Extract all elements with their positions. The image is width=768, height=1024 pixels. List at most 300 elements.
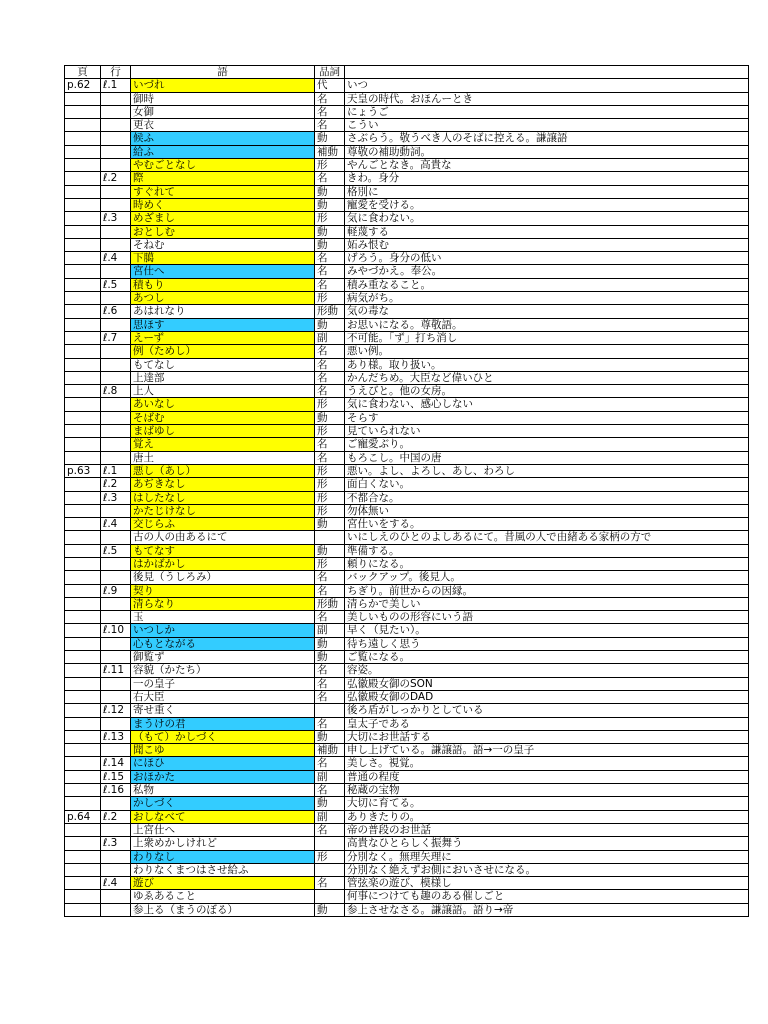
cell-meaning: ちぎり。前世からの因縁。: [345, 584, 749, 597]
cell-line: ℓ.4: [101, 877, 131, 890]
cell-page: [65, 425, 101, 438]
cell-meaning: みやづかえ。奉公。: [345, 265, 749, 278]
cell-word: あぢきなし: [131, 478, 315, 491]
cell-pos: 形: [315, 478, 345, 491]
cell-line: ℓ.4: [101, 518, 131, 531]
table-row: [65, 744, 749, 757]
cell-meaning: うえびと。他の女房。: [345, 385, 749, 398]
cell-pos: 副: [315, 331, 345, 344]
cell-page: p.63: [65, 464, 101, 477]
table-row: [65, 903, 749, 916]
cell-meaning: 不都合な。: [345, 491, 749, 504]
cell-page: [65, 491, 101, 504]
header-word: 語: [131, 66, 315, 79]
cell-line: [101, 159, 131, 172]
cell-page: [65, 145, 101, 158]
cell-word: 際: [131, 172, 315, 185]
cell-line: ℓ.2: [101, 172, 131, 185]
cell-meaning: 大切にお世話する: [345, 730, 749, 743]
cell-word: 宮仕へ: [131, 265, 315, 278]
cell-word: おほかた: [131, 770, 315, 783]
cell-line: ℓ.12: [101, 704, 131, 717]
table-row: [65, 225, 749, 238]
cell-line: [101, 371, 131, 384]
header-pos: 品詞: [315, 66, 345, 79]
cell-line: [101, 411, 131, 424]
cell-line: [101, 557, 131, 570]
cell-word: 私物: [131, 784, 315, 797]
cell-line: [101, 185, 131, 198]
table-row: [65, 398, 749, 411]
cell-line: [101, 119, 131, 132]
header-line: 行: [101, 66, 131, 79]
cell-pos: 名: [315, 690, 345, 703]
table-row: [65, 425, 749, 438]
cell-pos: 副: [315, 624, 345, 637]
cell-word: そばむ: [131, 411, 315, 424]
cell-pos: 形動: [315, 305, 345, 318]
cell-meaning: 参上させなさる。謙譲語。語り→帝: [345, 903, 749, 916]
table-row: [65, 757, 749, 770]
cell-meaning: いにしえのひとのよしあるにて。昔風の人で由緒ある家柄の方で: [345, 531, 749, 544]
cell-word: にほひ: [131, 757, 315, 770]
cell-line: ℓ.1: [101, 464, 131, 477]
table-row: [65, 478, 749, 491]
cell-word: おしなべて: [131, 810, 315, 823]
cell-pos: 名: [315, 877, 345, 890]
cell-page: p.62: [65, 79, 101, 92]
cell-word: そねむ: [131, 238, 315, 251]
cell-pos: 動: [315, 637, 345, 650]
cell-line: ℓ.6: [101, 305, 131, 318]
cell-meaning: さぶらう。敬うべき人のそばに控える。謙譲語: [345, 132, 749, 145]
cell-line: [101, 744, 131, 757]
table-row: [65, 292, 749, 305]
cell-meaning: 天皇の時代。おほんーとき: [345, 92, 749, 105]
header-page: 頁: [65, 66, 101, 79]
cell-meaning: 後ろ盾がしっかりとしている: [345, 704, 749, 717]
cell-page: [65, 478, 101, 491]
cell-page: [65, 105, 101, 118]
cell-line: ℓ.8: [101, 385, 131, 398]
cell-word: 一の皇子: [131, 677, 315, 690]
cell-pos: 名: [315, 105, 345, 118]
cell-meaning: お思いになる。尊敬語。: [345, 318, 749, 331]
cell-pos: 名: [315, 438, 345, 451]
cell-meaning: 面白くない。: [345, 478, 749, 491]
cell-pos: 形動: [315, 597, 345, 610]
cell-page: [65, 544, 101, 557]
table-row: [65, 172, 749, 185]
cell-line: [101, 92, 131, 105]
cell-line: [101, 451, 131, 464]
cell-pos: 副: [315, 810, 345, 823]
cell-meaning: 分別なく絶えずお側においさせになる。: [345, 863, 749, 876]
table-row: [65, 159, 749, 172]
cell-page: [65, 252, 101, 265]
cell-word: 悪し（あし）: [131, 464, 315, 477]
cell-word: もてなし: [131, 358, 315, 371]
table-row: [65, 451, 749, 464]
cell-meaning: かんだちめ。大臣など偉いひと: [345, 371, 749, 384]
cell-pos: 名: [315, 611, 345, 624]
cell-line: [101, 145, 131, 158]
cell-word: 更衣: [131, 119, 315, 132]
table-row: [65, 331, 749, 344]
cell-page: [65, 371, 101, 384]
cell-word: ゆゑあること: [131, 890, 315, 903]
cell-word: 交じらふ: [131, 518, 315, 531]
cell-meaning: 待ち遠しく思う: [345, 637, 749, 650]
cell-pos: 名: [315, 664, 345, 677]
cell-word: 上達部: [131, 371, 315, 384]
cell-pos: 動: [315, 411, 345, 424]
cell-meaning: 見ていられない: [345, 425, 749, 438]
cell-line: [101, 318, 131, 331]
cell-meaning: 寵愛を受ける。: [345, 198, 749, 211]
cell-page: [65, 744, 101, 757]
cell-page: [65, 903, 101, 916]
cell-line: ℓ.1: [101, 79, 131, 92]
table-row: [65, 664, 749, 677]
cell-word: 積もり: [131, 278, 315, 291]
cell-line: [101, 823, 131, 836]
cell-pos: [315, 531, 345, 544]
cell-word: おとしむ: [131, 225, 315, 238]
cell-meaning: げろう。身分の低い: [345, 252, 749, 265]
cell-pos: 動: [315, 903, 345, 916]
cell-page: [65, 185, 101, 198]
table-row: [65, 624, 749, 637]
cell-meaning: 準備する。: [345, 544, 749, 557]
cell-word: まばゆし: [131, 425, 315, 438]
cell-pos: 名: [315, 823, 345, 836]
header-row: [65, 66, 749, 79]
cell-page: [65, 624, 101, 637]
cell-meaning: 清らかで美しい: [345, 597, 749, 610]
cell-pos: 名: [315, 172, 345, 185]
cell-page: [65, 385, 101, 398]
cell-page: [65, 611, 101, 624]
table-row: [65, 119, 749, 132]
cell-pos: 形: [315, 491, 345, 504]
cell-meaning: そらす: [345, 411, 749, 424]
table-row: [65, 105, 749, 118]
cell-word: 契り: [131, 584, 315, 597]
cell-meaning: ありきたりの。: [345, 810, 749, 823]
cell-line: ℓ.3: [101, 491, 131, 504]
cell-page: [65, 584, 101, 597]
cell-word: 清らなり: [131, 597, 315, 610]
cell-page: [65, 172, 101, 185]
cell-meaning: 何事につけても趣のある催しごと: [345, 890, 749, 903]
cell-line: [101, 425, 131, 438]
cell-pos: 形: [315, 292, 345, 305]
cell-pos: 名: [315, 252, 345, 265]
cell-page: [65, 265, 101, 278]
cell-meaning: 病気がち。: [345, 292, 749, 305]
cell-word: かたじけなし: [131, 504, 315, 517]
table-row: [65, 823, 749, 836]
cell-line: [101, 238, 131, 251]
cell-word: 上宮仕へ: [131, 823, 315, 836]
cell-page: [65, 837, 101, 850]
cell-page: [65, 292, 101, 305]
cell-pos: 動: [315, 318, 345, 331]
table-row: [65, 717, 749, 730]
cell-page: [65, 797, 101, 810]
cell-page: [65, 757, 101, 770]
cell-word: 女御: [131, 105, 315, 118]
cell-word: わりなくまつはさせ給ふ: [131, 863, 315, 876]
cell-word: あはれなり: [131, 305, 315, 318]
cell-pos: [315, 704, 345, 717]
cell-page: [65, 345, 101, 358]
cell-meaning: ご寵愛ぶり。: [345, 438, 749, 451]
cell-line: [101, 890, 131, 903]
table-row: [65, 185, 749, 198]
cell-meaning: もろこし。中国の唐: [345, 451, 749, 464]
table-row: [65, 557, 749, 570]
cell-pos: 名: [315, 717, 345, 730]
cell-pos: 形: [315, 557, 345, 570]
cell-page: [65, 877, 101, 890]
cell-word: かしづく: [131, 797, 315, 810]
cell-page: [65, 132, 101, 145]
cell-pos: 形: [315, 850, 345, 863]
table-row: [65, 358, 749, 371]
table-row: [65, 305, 749, 318]
cell-meaning: 頼りになる。: [345, 557, 749, 570]
cell-page: [65, 784, 101, 797]
cell-word: まうけの君: [131, 717, 315, 730]
cell-pos: 名: [315, 345, 345, 358]
cell-page: [65, 358, 101, 371]
cell-meaning: 管弦楽の遊び、模様し: [345, 877, 749, 890]
cell-line: ℓ.5: [101, 278, 131, 291]
cell-word: 例（ためし）: [131, 345, 315, 358]
cell-meaning: 悪い。よし、よろし、あし、わろし: [345, 464, 749, 477]
cell-word: 時めく: [131, 198, 315, 211]
table-row: [65, 877, 749, 890]
cell-page: [65, 159, 101, 172]
cell-line: [101, 903, 131, 916]
cell-page: [65, 730, 101, 743]
cell-word: 心もとながる: [131, 637, 315, 650]
cell-line: ℓ.13: [101, 730, 131, 743]
cell-meaning: 妬み恨む: [345, 238, 749, 251]
cell-page: [65, 119, 101, 132]
cell-line: [101, 690, 131, 703]
cell-word: すぐれて: [131, 185, 315, 198]
cell-word: 御時: [131, 92, 315, 105]
table-row: [65, 837, 749, 850]
cell-pos: 名: [315, 278, 345, 291]
cell-word: 御覧ず: [131, 651, 315, 664]
cell-line: [101, 863, 131, 876]
cell-pos: 名: [315, 265, 345, 278]
cell-pos: [315, 863, 345, 876]
cell-word: （もて）かしづく: [131, 730, 315, 743]
cell-pos: 名: [315, 584, 345, 597]
cell-pos: 名: [315, 784, 345, 797]
cell-page: [65, 637, 101, 650]
cell-meaning: 美しさ。視覚。: [345, 757, 749, 770]
table-row: [65, 518, 749, 531]
cell-page: p.64: [65, 810, 101, 823]
cell-meaning: こうい: [345, 119, 749, 132]
cell-word: 上人: [131, 385, 315, 398]
cell-pos: 代: [315, 79, 345, 92]
cell-page: [65, 863, 101, 876]
cell-meaning: ご覧になる。: [345, 651, 749, 664]
cell-meaning: バックアップ。後見人。: [345, 571, 749, 584]
cell-pos: 動: [315, 132, 345, 145]
table-body: [65, 79, 749, 917]
cell-meaning: 大切に育てる。: [345, 797, 749, 810]
cell-word: えーず: [131, 331, 315, 344]
cell-meaning: 気に食わない、感心しない: [345, 398, 749, 411]
cell-pos: 名: [315, 371, 345, 384]
cell-page: [65, 823, 101, 836]
cell-word: めざまし: [131, 212, 315, 225]
cell-line: [101, 105, 131, 118]
cell-page: [65, 571, 101, 584]
cell-word: あつし: [131, 292, 315, 305]
cell-meaning: いつ: [345, 79, 749, 92]
table-row: [65, 79, 749, 92]
table-row: [65, 198, 749, 211]
table-row: [65, 371, 749, 384]
cell-line: [101, 504, 131, 517]
cell-page: [65, 664, 101, 677]
cell-line: [101, 597, 131, 610]
cell-line: [101, 345, 131, 358]
table-row: [65, 318, 749, 331]
table-row: [65, 637, 749, 650]
table-row: [65, 385, 749, 398]
cell-pos: 動: [315, 225, 345, 238]
cell-pos: 形: [315, 504, 345, 517]
cell-page: [65, 225, 101, 238]
cell-line: ℓ.3: [101, 212, 131, 225]
cell-word: 唐土: [131, 451, 315, 464]
cell-line: [101, 637, 131, 650]
cell-meaning: きわ。身分: [345, 172, 749, 185]
cell-page: [65, 305, 101, 318]
cell-pos: 名: [315, 451, 345, 464]
table-row: [65, 611, 749, 624]
table-row: [65, 278, 749, 291]
cell-page: [65, 411, 101, 424]
cell-page: [65, 850, 101, 863]
cell-meaning: 弘徽殿女御のDAD: [345, 690, 749, 703]
cell-word: 後見（うしろみ）: [131, 571, 315, 584]
cell-pos: 名: [315, 571, 345, 584]
cell-line: [101, 717, 131, 730]
cell-pos: 名: [315, 119, 345, 132]
cell-line: [101, 398, 131, 411]
table-row: [65, 411, 749, 424]
cell-page: [65, 318, 101, 331]
cell-meaning: 早く（見たい）。: [345, 624, 749, 637]
cell-word: はかばかし: [131, 557, 315, 570]
cell-pos: [315, 837, 345, 850]
cell-meaning: 格別に: [345, 185, 749, 198]
cell-page: [65, 398, 101, 411]
cell-page: [65, 597, 101, 610]
cell-meaning: 秘蔵の宝物: [345, 784, 749, 797]
cell-line: [101, 265, 131, 278]
cell-meaning: にょうご: [345, 105, 749, 118]
table-row: [65, 491, 749, 504]
cell-pos: 動: [315, 185, 345, 198]
cell-meaning: 高貴なひとらしく振舞う: [345, 837, 749, 850]
table-row: [65, 345, 749, 358]
cell-pos: 名: [315, 677, 345, 690]
cell-page: [65, 651, 101, 664]
cell-line: ℓ.7: [101, 331, 131, 344]
table-row: [65, 132, 749, 145]
table-row: [65, 252, 749, 265]
cell-line: ℓ.4: [101, 252, 131, 265]
cell-line: ℓ.16: [101, 784, 131, 797]
cell-pos: 形: [315, 425, 345, 438]
cell-word: 覚え: [131, 438, 315, 451]
cell-line: [101, 225, 131, 238]
cell-word: 上衆めかしけれど: [131, 837, 315, 850]
cell-line: [101, 438, 131, 451]
table-row: [65, 531, 749, 544]
cell-line: [101, 198, 131, 211]
cell-page: [65, 557, 101, 570]
cell-pos: 動: [315, 730, 345, 743]
cell-pos: 補動: [315, 744, 345, 757]
table-row: [65, 438, 749, 451]
table-row: [65, 797, 749, 810]
table-row: [65, 784, 749, 797]
cell-word: 候ふ: [131, 132, 315, 145]
table-row: [65, 890, 749, 903]
cell-page: [65, 717, 101, 730]
cell-page: [65, 238, 101, 251]
cell-line: [101, 611, 131, 624]
cell-word: 聞こゆ: [131, 744, 315, 757]
table-row: [65, 597, 749, 610]
table-row: [65, 863, 749, 876]
cell-meaning: 勿体無い: [345, 504, 749, 517]
table-row: [65, 464, 749, 477]
cell-word: 容貌（かたち）: [131, 664, 315, 677]
cell-page: [65, 518, 101, 531]
cell-word: いづれ: [131, 79, 315, 92]
cell-line: ℓ.5: [101, 544, 131, 557]
cell-pos: 動: [315, 518, 345, 531]
cell-meaning: あり様。取り扱い。: [345, 358, 749, 371]
cell-meaning: 気に食わない。: [345, 212, 749, 225]
cell-meaning: 分別なく。無理矢理に: [345, 850, 749, 863]
header-meaning: [345, 66, 749, 79]
table-row: [65, 504, 749, 517]
cell-line: [101, 571, 131, 584]
cell-pos: 形: [315, 464, 345, 477]
cell-line: [101, 132, 131, 145]
cell-word: はしたなし: [131, 491, 315, 504]
cell-line: ℓ.10: [101, 624, 131, 637]
table-row: [65, 690, 749, 703]
table-row: [65, 584, 749, 597]
cell-pos: 動: [315, 198, 345, 211]
